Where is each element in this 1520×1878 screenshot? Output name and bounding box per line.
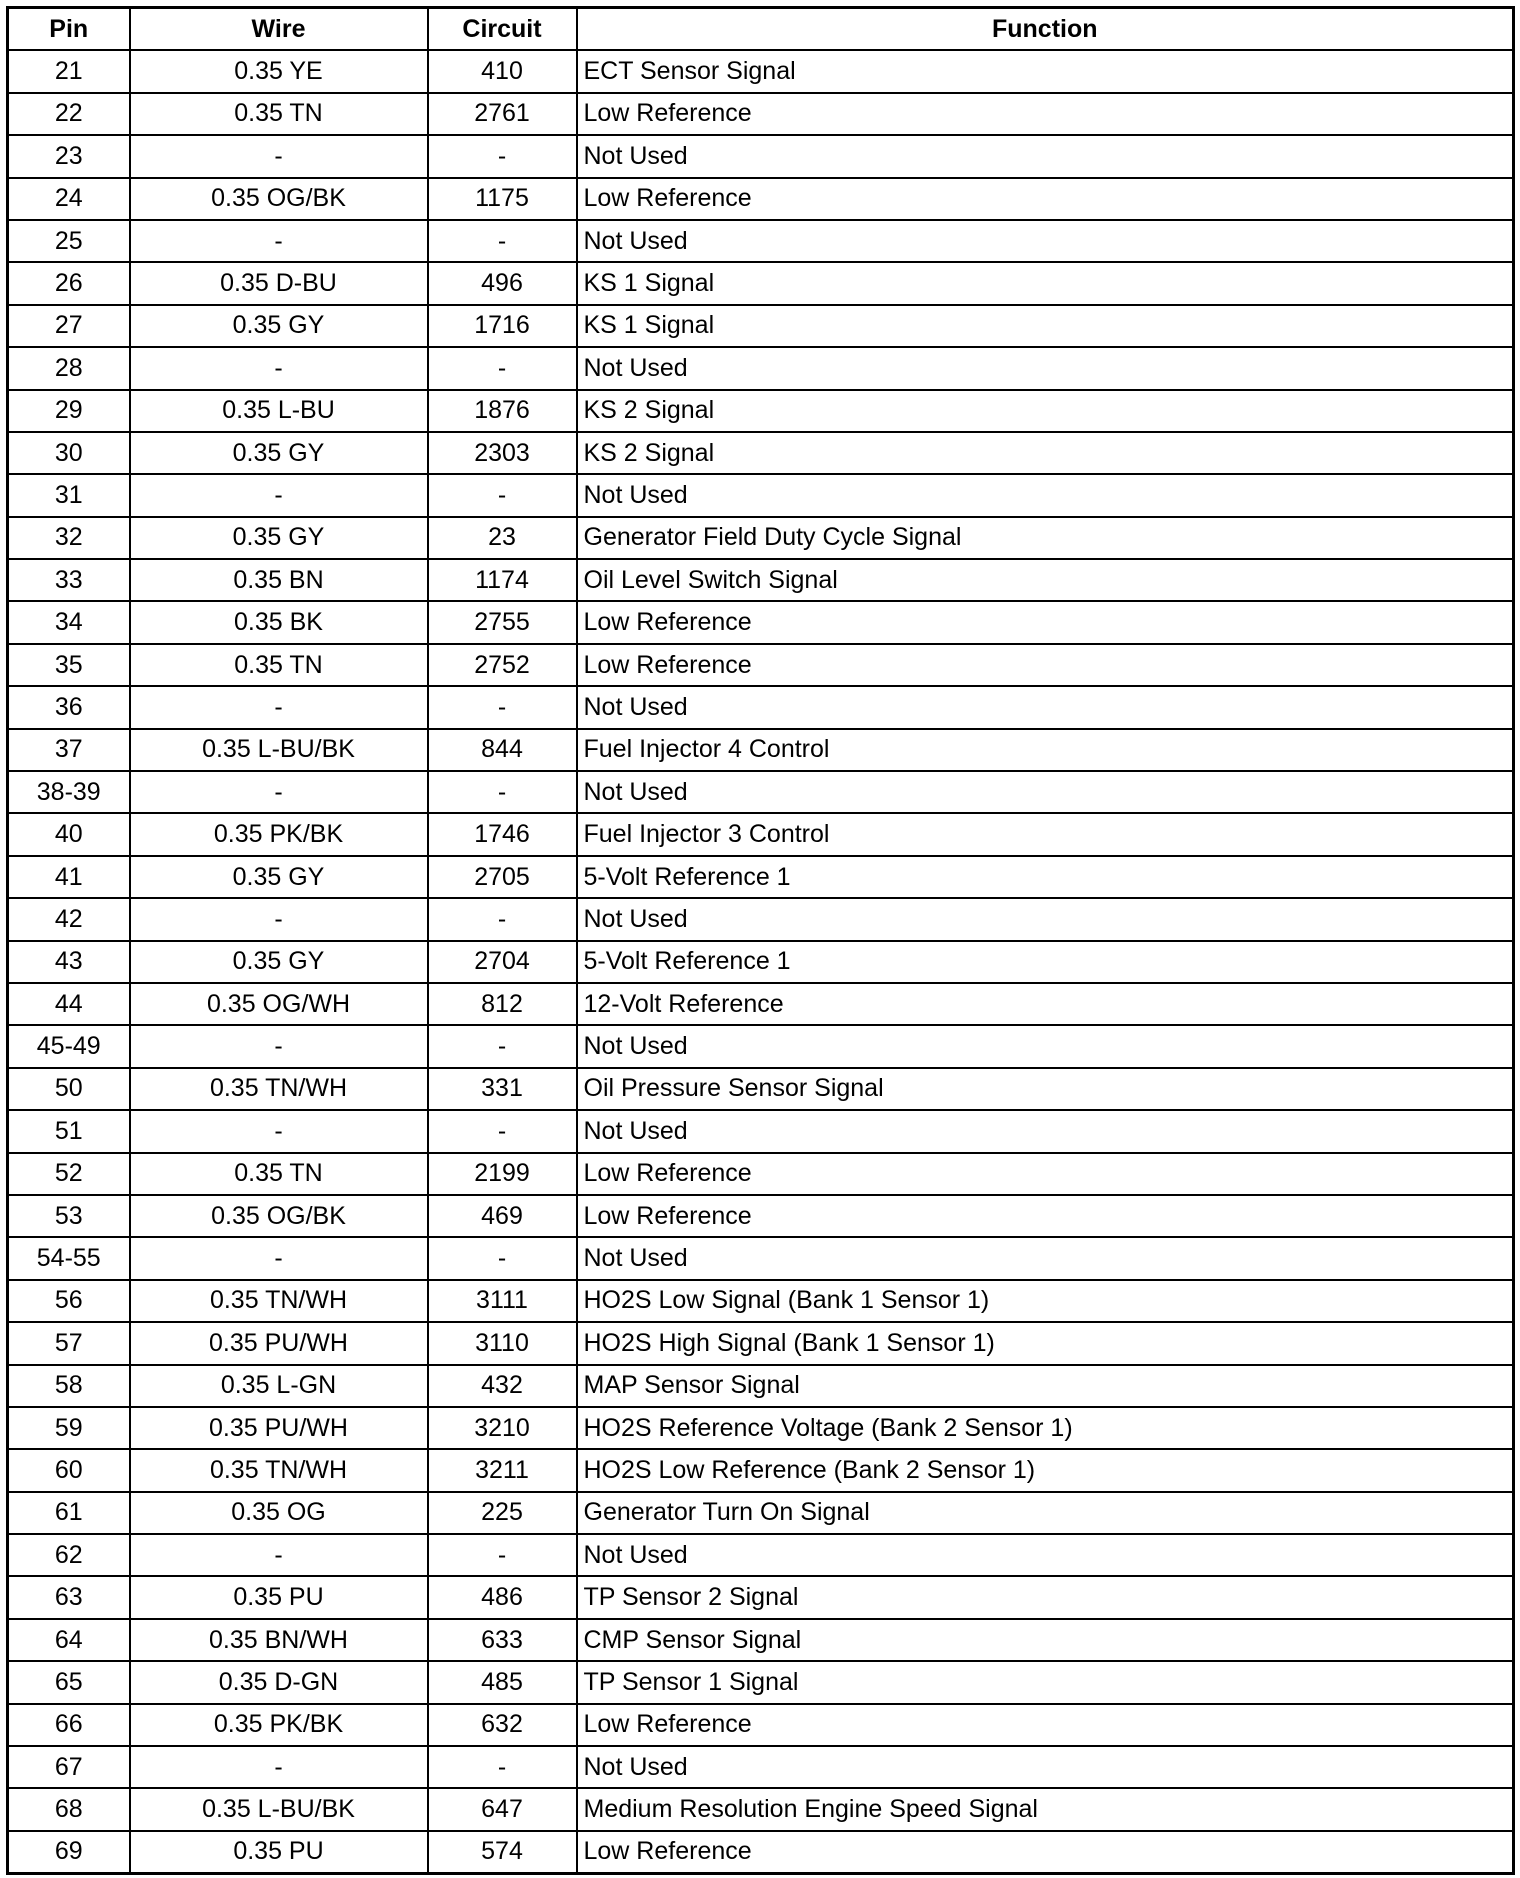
cell-function: 5-Volt Reference 1 — [577, 856, 1514, 898]
table-row — [8, 1534, 1514, 1576]
cell-function: Generator Field Duty Cycle Signal — [577, 517, 1514, 559]
cell-pin: 42 — [8, 898, 130, 940]
cell-wire: 0.35 TN/WH — [130, 1449, 428, 1491]
cell-pin: 68 — [8, 1788, 130, 1830]
cell-pin: 45-49 — [8, 1025, 130, 1067]
cell-wire: - — [130, 220, 428, 262]
table-row — [8, 432, 1514, 474]
table-row — [8, 1195, 1514, 1237]
cell-wire: 0.35 BK — [130, 601, 428, 643]
cell-pin: 63 — [8, 1576, 130, 1618]
cell-wire: - — [130, 1237, 428, 1279]
cell-function: Low Reference — [577, 93, 1514, 135]
cell-wire: - — [130, 1534, 428, 1576]
table-row — [8, 1068, 1514, 1110]
cell-pin: 26 — [8, 262, 130, 304]
cell-pin: 57 — [8, 1322, 130, 1364]
cell-wire: - — [130, 1110, 428, 1152]
cell-circuit: - — [428, 474, 577, 516]
table-row — [8, 1280, 1514, 1322]
cell-pin: 53 — [8, 1195, 130, 1237]
cell-pin: 36 — [8, 686, 130, 728]
cell-circuit: 632 — [428, 1704, 577, 1746]
table-body — [8, 50, 1514, 1873]
cell-wire: 0.35 GY — [130, 941, 428, 983]
cell-circuit: 485 — [428, 1661, 577, 1703]
table-row — [8, 390, 1514, 432]
cell-pin: 51 — [8, 1110, 130, 1152]
cell-function: KS 2 Signal — [577, 432, 1514, 474]
cell-function: Low Reference — [577, 1831, 1514, 1874]
cell-function: Not Used — [577, 1237, 1514, 1279]
cell-circuit: - — [428, 1534, 577, 1576]
cell-circuit: 1174 — [428, 559, 577, 601]
cell-function: Low Reference — [577, 1195, 1514, 1237]
cell-pin: 66 — [8, 1704, 130, 1746]
cell-wire: 0.35 TN — [130, 1153, 428, 1195]
table-row — [8, 1492, 1514, 1534]
cell-pin: 40 — [8, 813, 130, 855]
cell-pin: 54-55 — [8, 1237, 130, 1279]
cell-pin: 52 — [8, 1153, 130, 1195]
table-row — [8, 1788, 1514, 1830]
cell-circuit: 2761 — [428, 93, 577, 135]
cell-pin: 41 — [8, 856, 130, 898]
cell-circuit: - — [428, 771, 577, 813]
cell-wire: 0.35 PU/WH — [130, 1322, 428, 1364]
table-row — [8, 517, 1514, 559]
cell-wire: 0.35 L-BU — [130, 390, 428, 432]
header-wire: Wire — [130, 8, 428, 51]
cell-pin: 60 — [8, 1449, 130, 1491]
cell-circuit: 647 — [428, 1788, 577, 1830]
cell-circuit: 2755 — [428, 601, 577, 643]
cell-function: CMP Sensor Signal — [577, 1619, 1514, 1661]
cell-function: 5-Volt Reference 1 — [577, 941, 1514, 983]
cell-function: Low Reference — [577, 1153, 1514, 1195]
table-row — [8, 1704, 1514, 1746]
table-row — [8, 856, 1514, 898]
cell-wire: - — [130, 898, 428, 940]
table-row — [8, 813, 1514, 855]
cell-wire: - — [130, 347, 428, 389]
cell-function: Not Used — [577, 1110, 1514, 1152]
cell-function: Not Used — [577, 1746, 1514, 1788]
cell-circuit: 331 — [428, 1068, 577, 1110]
cell-wire: 0.35 L-BU/BK — [130, 1788, 428, 1830]
table-row — [8, 771, 1514, 813]
cell-function: Low Reference — [577, 601, 1514, 643]
cell-function: HO2S Low Reference (Bank 2 Sensor 1) — [577, 1449, 1514, 1491]
cell-wire: - — [130, 1746, 428, 1788]
cell-pin: 33 — [8, 559, 130, 601]
cell-function: Not Used — [577, 898, 1514, 940]
cell-pin: 27 — [8, 305, 130, 347]
header-circuit: Circuit — [428, 8, 577, 51]
cell-function: Oil Level Switch Signal — [577, 559, 1514, 601]
cell-pin: 56 — [8, 1280, 130, 1322]
cell-pin: 25 — [8, 220, 130, 262]
cell-circuit: 410 — [428, 50, 577, 92]
cell-pin: 31 — [8, 474, 130, 516]
cell-wire: 0.35 TN/WH — [130, 1068, 428, 1110]
cell-circuit: 1876 — [428, 390, 577, 432]
cell-function: 12-Volt Reference — [577, 983, 1514, 1025]
cell-circuit: 812 — [428, 983, 577, 1025]
cell-pin: 64 — [8, 1619, 130, 1661]
cell-wire: 0.35 PK/BK — [130, 813, 428, 855]
cell-function: HO2S High Signal (Bank 1 Sensor 1) — [577, 1322, 1514, 1364]
cell-wire: 0.35 D-BU — [130, 262, 428, 304]
cell-wire: 0.35 PU — [130, 1576, 428, 1618]
cell-circuit: 2704 — [428, 941, 577, 983]
cell-circuit: - — [428, 686, 577, 728]
table-row — [8, 729, 1514, 771]
cell-function: Generator Turn On Signal — [577, 1492, 1514, 1534]
cell-wire: 0.35 PU — [130, 1831, 428, 1874]
cell-circuit: 23 — [428, 517, 577, 559]
cell-wire: 0.35 PK/BK — [130, 1704, 428, 1746]
table-row — [8, 305, 1514, 347]
cell-circuit: 574 — [428, 1831, 577, 1874]
cell-wire: - — [130, 1025, 428, 1067]
cell-circuit: 432 — [428, 1365, 577, 1407]
cell-circuit: 3111 — [428, 1280, 577, 1322]
table-row — [8, 50, 1514, 92]
cell-wire: - — [130, 686, 428, 728]
cell-pin: 23 — [8, 135, 130, 177]
cell-function: Low Reference — [577, 1704, 1514, 1746]
table-row — [8, 1831, 1514, 1874]
cell-circuit: - — [428, 1110, 577, 1152]
cell-function: TP Sensor 1 Signal — [577, 1661, 1514, 1703]
table-row — [8, 559, 1514, 601]
cell-circuit: - — [428, 1237, 577, 1279]
cell-wire: 0.35 PU/WH — [130, 1407, 428, 1449]
table-row — [8, 1365, 1514, 1407]
cell-wire: 0.35 GY — [130, 305, 428, 347]
table-row — [8, 474, 1514, 516]
cell-function: Low Reference — [577, 178, 1514, 220]
table-row — [8, 686, 1514, 728]
cell-function: Low Reference — [577, 644, 1514, 686]
cell-pin: 50 — [8, 1068, 130, 1110]
table-row — [8, 93, 1514, 135]
cell-circuit: 2199 — [428, 1153, 577, 1195]
cell-function: Not Used — [577, 474, 1514, 516]
table-row — [8, 1025, 1514, 1067]
cell-pin: 22 — [8, 93, 130, 135]
table-row — [8, 898, 1514, 940]
cell-circuit: - — [428, 220, 577, 262]
cell-circuit: 486 — [428, 1576, 577, 1618]
cell-pin: 28 — [8, 347, 130, 389]
cell-circuit: 2705 — [428, 856, 577, 898]
cell-wire: 0.35 YE — [130, 50, 428, 92]
table-row — [8, 1322, 1514, 1364]
cell-pin: 62 — [8, 1534, 130, 1576]
cell-wire: 0.35 BN/WH — [130, 1619, 428, 1661]
cell-wire: 0.35 L-GN — [130, 1365, 428, 1407]
cell-pin: 43 — [8, 941, 130, 983]
pin-table — [6, 6, 1515, 1875]
cell-circuit: 1175 — [428, 178, 577, 220]
cell-function: Oil Pressure Sensor Signal — [577, 1068, 1514, 1110]
table-row — [8, 941, 1514, 983]
cell-circuit: 225 — [428, 1492, 577, 1534]
cell-circuit: 3210 — [428, 1407, 577, 1449]
cell-pin: 38-39 — [8, 771, 130, 813]
table-row — [8, 1746, 1514, 1788]
table-row — [8, 1110, 1514, 1152]
cell-wire: 0.35 OG/BK — [130, 1195, 428, 1237]
table-row — [8, 347, 1514, 389]
cell-pin: 21 — [8, 50, 130, 92]
cell-function: Not Used — [577, 1025, 1514, 1067]
cell-function: HO2S Reference Voltage (Bank 2 Sensor 1) — [577, 1407, 1514, 1449]
cell-function: HO2S Low Signal (Bank 1 Sensor 1) — [577, 1280, 1514, 1322]
cell-circuit: 469 — [428, 1195, 577, 1237]
table-row — [8, 983, 1514, 1025]
cell-circuit: 496 — [428, 262, 577, 304]
cell-wire: 0.35 OG/BK — [130, 178, 428, 220]
cell-wire: 0.35 GY — [130, 856, 428, 898]
cell-function: Not Used — [577, 771, 1514, 813]
cell-pin: 24 — [8, 178, 130, 220]
cell-wire: 0.35 TN/WH — [130, 1280, 428, 1322]
cell-function: KS 1 Signal — [577, 305, 1514, 347]
cell-wire: 0.35 GY — [130, 517, 428, 559]
cell-function: KS 1 Signal — [577, 262, 1514, 304]
cell-wire: 0.35 TN — [130, 93, 428, 135]
table-row — [8, 220, 1514, 262]
cell-function: Medium Resolution Engine Speed Signal — [577, 1788, 1514, 1830]
cell-wire: - — [130, 135, 428, 177]
header-function: Function — [577, 8, 1514, 51]
table-row — [8, 1449, 1514, 1491]
table-row — [8, 1237, 1514, 1279]
table-row — [8, 262, 1514, 304]
cell-pin: 69 — [8, 1831, 130, 1874]
table-row — [8, 1407, 1514, 1449]
cell-circuit: 844 — [428, 729, 577, 771]
cell-pin: 58 — [8, 1365, 130, 1407]
cell-pin: 32 — [8, 517, 130, 559]
table-row — [8, 135, 1514, 177]
cell-pin: 29 — [8, 390, 130, 432]
cell-function: Not Used — [577, 1534, 1514, 1576]
cell-circuit: 633 — [428, 1619, 577, 1661]
cell-pin: 44 — [8, 983, 130, 1025]
cell-pin: 59 — [8, 1407, 130, 1449]
cell-circuit: - — [428, 135, 577, 177]
table-row — [8, 1661, 1514, 1703]
table-row — [8, 1619, 1514, 1661]
cell-pin: 65 — [8, 1661, 130, 1703]
cell-circuit: 2752 — [428, 644, 577, 686]
header-pin: Pin — [8, 8, 130, 51]
cell-wire: - — [130, 474, 428, 516]
cell-wire: 0.35 L-BU/BK — [130, 729, 428, 771]
cell-circuit: 3211 — [428, 1449, 577, 1491]
cell-circuit: - — [428, 898, 577, 940]
cell-function: ECT Sensor Signal — [577, 50, 1514, 92]
cell-function: TP Sensor 2 Signal — [577, 1576, 1514, 1618]
cell-wire: - — [130, 771, 428, 813]
cell-wire: 0.35 GY — [130, 432, 428, 474]
cell-function: MAP Sensor Signal — [577, 1365, 1514, 1407]
cell-function: Not Used — [577, 135, 1514, 177]
cell-pin: 67 — [8, 1746, 130, 1788]
table-row — [8, 1576, 1514, 1618]
cell-circuit: - — [428, 1746, 577, 1788]
cell-circuit: - — [428, 1025, 577, 1067]
cell-circuit: 3110 — [428, 1322, 577, 1364]
table-row — [8, 1153, 1514, 1195]
cell-function: Not Used — [577, 220, 1514, 262]
cell-pin: 35 — [8, 644, 130, 686]
cell-function: KS 2 Signal — [577, 390, 1514, 432]
cell-function: Not Used — [577, 686, 1514, 728]
cell-function: Not Used — [577, 347, 1514, 389]
cell-wire: 0.35 D-GN — [130, 1661, 428, 1703]
cell-wire: 0.35 OG/WH — [130, 983, 428, 1025]
table-row — [8, 178, 1514, 220]
cell-pin: 61 — [8, 1492, 130, 1534]
cell-wire: 0.35 BN — [130, 559, 428, 601]
table-row — [8, 644, 1514, 686]
cell-circuit: 2303 — [428, 432, 577, 474]
header-row — [8, 8, 1514, 51]
cell-pin: 30 — [8, 432, 130, 474]
cell-pin: 34 — [8, 601, 130, 643]
cell-pin: 37 — [8, 729, 130, 771]
cell-circuit: 1716 — [428, 305, 577, 347]
cell-wire: 0.35 OG — [130, 1492, 428, 1534]
cell-wire: 0.35 TN — [130, 644, 428, 686]
cell-function: Fuel Injector 3 Control — [577, 813, 1514, 855]
table-row — [8, 601, 1514, 643]
cell-circuit: 1746 — [428, 813, 577, 855]
cell-function: Fuel Injector 4 Control — [577, 729, 1514, 771]
cell-circuit: - — [428, 347, 577, 389]
